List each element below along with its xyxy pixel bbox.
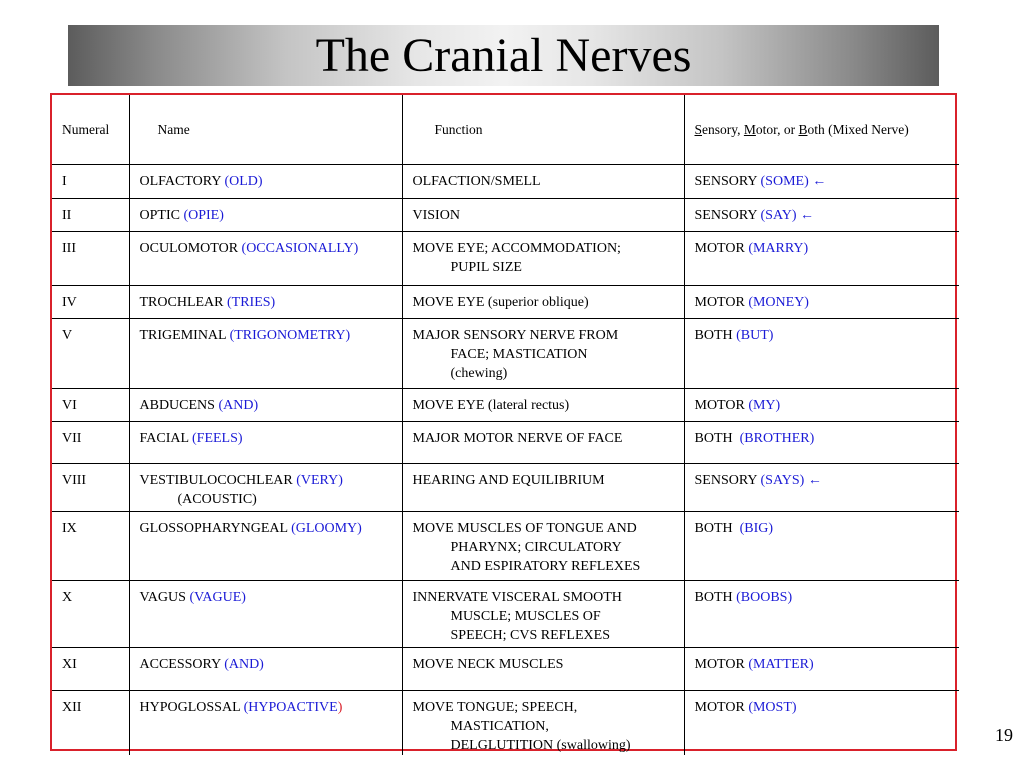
function-line: MOVE EYE; ACCOMMODATION; [412, 240, 621, 256]
row-type [684, 388, 959, 421]
nerve-type: BOTH [694, 430, 737, 446]
name-mnemonic: (OLD) [224, 173, 263, 189]
row-numeral: X [52, 580, 129, 647]
page-number: 19 [995, 725, 1013, 745]
table-row [52, 463, 959, 511]
nerve-name: HYPOGLOSSAL [139, 699, 241, 715]
header-function: Function [402, 95, 684, 164]
function-line: VISION [412, 207, 460, 223]
type-mnemonic: (MATTER) [748, 656, 814, 672]
row-function [402, 511, 684, 580]
nerve-name: TRIGEMINAL [139, 327, 227, 343]
function-line: MAJOR MOTOR NERVE OF FACE [412, 430, 623, 446]
function-line: PUPIL SIZE [450, 259, 522, 275]
row-name [129, 690, 402, 755]
table-row [52, 580, 959, 647]
name-mnemonic: (VERY) [296, 472, 343, 488]
table-row [52, 421, 959, 463]
row-name [129, 318, 402, 388]
row-function [402, 388, 684, 421]
function-line: INNERVATE VISCERAL SMOOTH [412, 589, 622, 605]
name-mnemonic: (OPIE) [183, 207, 224, 223]
nerve-type: MOTOR [694, 656, 745, 672]
header-type-c: oth (Mixed Nerve) [807, 121, 909, 137]
nerve-type: BOTH [694, 520, 737, 536]
row-name [129, 463, 402, 511]
row-name [129, 421, 402, 463]
header-type-a: ensory, [702, 121, 744, 137]
row-type [684, 285, 959, 318]
nerve-name: ABDUCENS [139, 397, 215, 413]
function-line: (chewing) [450, 365, 508, 381]
type-mnemonic: (SAY) ← [760, 207, 815, 223]
type-mnemonic: (MARRY) [748, 240, 809, 256]
row-numeral: VII [52, 421, 129, 463]
row-numeral: IX [52, 511, 129, 580]
row-type [684, 318, 959, 388]
function-line: MOVE EYE (superior oblique) [412, 294, 589, 310]
nerve-name-alt: (ACOUSTIC) [177, 491, 257, 507]
table-row [52, 388, 959, 421]
header-row [52, 95, 959, 164]
table-row [52, 647, 959, 690]
function-line: MAJOR SENSORY NERVE FROM [412, 327, 619, 343]
function-line: SPEECH; CVS REFLEXES [450, 627, 610, 643]
nerve-name: OLFACTORY [139, 173, 221, 189]
type-mnemonic: (MOST) [748, 699, 797, 715]
type-mnemonic: (SAYS) ← [760, 472, 822, 488]
nerve-name: GLOSSOPHARYNGEAL [139, 520, 288, 536]
table-row [52, 318, 959, 388]
row-name [129, 388, 402, 421]
name-mnemonic: (VAGUE) [189, 589, 246, 605]
row-name [129, 198, 402, 231]
function-line: DELGLUTITION (swallowing) [450, 737, 631, 753]
row-name [129, 164, 402, 198]
table-row [52, 231, 959, 285]
function-line: AND ESPIRATORY REFLEXES [450, 558, 641, 574]
cranial-nerves-table [50, 93, 957, 751]
row-name [129, 580, 402, 647]
header-name: Name [129, 95, 402, 164]
row-type [684, 231, 959, 285]
table-row [52, 164, 959, 198]
row-function [402, 318, 684, 388]
type-mnemonic: (BIG) [739, 520, 774, 536]
row-numeral: III [52, 231, 129, 285]
function-line: MOVE TONGUE; SPEECH, [412, 699, 578, 715]
name-mnemonic: (AND) [218, 397, 259, 413]
row-function [402, 285, 684, 318]
table-row [52, 285, 959, 318]
row-name [129, 231, 402, 285]
name-mnemonic: (AND) [224, 656, 264, 672]
row-function [402, 231, 684, 285]
row-numeral: XI [52, 647, 129, 690]
nerve-type: BOTH [694, 327, 733, 343]
nerve-name: VESTIBULOCOCHLEAR [139, 472, 293, 488]
row-type [684, 164, 959, 198]
function-line: FACE; MASTICATION [450, 346, 588, 362]
type-mnemonic: (SOME) ← [760, 173, 827, 189]
function-line: OLFACTION/SMELL [412, 173, 541, 189]
function-line: HEARING AND EQUILIBRIUM [412, 472, 605, 488]
type-mnemonic: (MONEY) [748, 294, 809, 310]
row-type [684, 690, 959, 755]
title-bar [68, 25, 939, 86]
nerve-type: MOTOR [694, 240, 745, 256]
header-type-s: S [694, 121, 703, 137]
table-row [52, 511, 959, 580]
name-mnemonic-close: ) [337, 699, 343, 715]
header-type [684, 95, 959, 164]
row-function [402, 463, 684, 511]
nerve-name: OCULOMOTOR [139, 240, 239, 256]
name-mnemonic: (TRIGONOMETRY) [229, 327, 351, 343]
page-title: The Cranial Nerves [315, 28, 692, 82]
row-function [402, 647, 684, 690]
row-numeral: XII [52, 690, 129, 755]
row-function [402, 580, 684, 647]
row-type [684, 198, 959, 231]
name-mnemonic: (FEELS) [192, 430, 243, 446]
name-mnemonic: (GLOOMY) [291, 520, 362, 536]
nerve-name: TROCHLEAR [139, 294, 224, 310]
row-type [684, 511, 959, 580]
row-type [684, 647, 959, 690]
table [52, 95, 959, 755]
row-numeral: II [52, 198, 129, 231]
row-function [402, 198, 684, 231]
row-numeral: V [52, 318, 129, 388]
name-mnemonic: (TRIES) [227, 294, 276, 310]
function-line: MUSCLE; MUSCLES OF [450, 608, 601, 624]
row-type [684, 580, 959, 647]
function-line: PHARYNX; CIRCULATORY [450, 539, 622, 555]
nerve-type: SENSORY [694, 207, 758, 223]
nerve-type: BOTH [694, 589, 733, 605]
nerve-type: MOTOR [694, 699, 745, 715]
type-mnemonic: (BUT) [736, 327, 774, 343]
function-line: MOVE MUSCLES OF TONGUE AND [412, 520, 637, 536]
name-mnemonic: (HYPOACTIVE [243, 699, 338, 715]
row-type [684, 463, 959, 511]
nerve-name: FACIAL [139, 430, 189, 446]
header-type-b: otor, or [755, 121, 799, 137]
nerve-name: VAGUS [139, 589, 186, 605]
nerve-type: SENSORY [694, 173, 758, 189]
nerve-name: OPTIC [139, 207, 180, 223]
function-line: MOVE EYE (lateral rectus) [412, 397, 570, 413]
row-name [129, 647, 402, 690]
nerve-type: MOTOR [694, 397, 745, 413]
name-mnemonic: (OCCASIONALLY) [241, 240, 359, 256]
row-name [129, 511, 402, 580]
table-row [52, 690, 959, 755]
row-numeral: IV [52, 285, 129, 318]
header-type-bth: B [798, 121, 808, 137]
nerve-name: ACCESSORY [139, 656, 221, 672]
row-numeral: I [52, 164, 129, 198]
type-mnemonic: (BROTHER) [739, 430, 815, 446]
type-mnemonic: (BOOBS) [736, 589, 793, 605]
row-function [402, 421, 684, 463]
type-mnemonic: (MY) [748, 397, 781, 413]
function-line: MASTICATION, [450, 718, 549, 734]
row-name [129, 285, 402, 318]
header-numeral: Numeral [52, 95, 129, 164]
table-row [52, 198, 959, 231]
header-type-m: M [743, 121, 756, 137]
nerve-type: SENSORY [694, 472, 758, 488]
nerve-type: MOTOR [694, 294, 745, 310]
row-type [684, 421, 959, 463]
row-numeral: VI [52, 388, 129, 421]
row-numeral: VIII [52, 463, 129, 511]
function-line: MOVE NECK MUSCLES [412, 656, 564, 672]
row-function [402, 164, 684, 198]
row-function [402, 690, 684, 755]
